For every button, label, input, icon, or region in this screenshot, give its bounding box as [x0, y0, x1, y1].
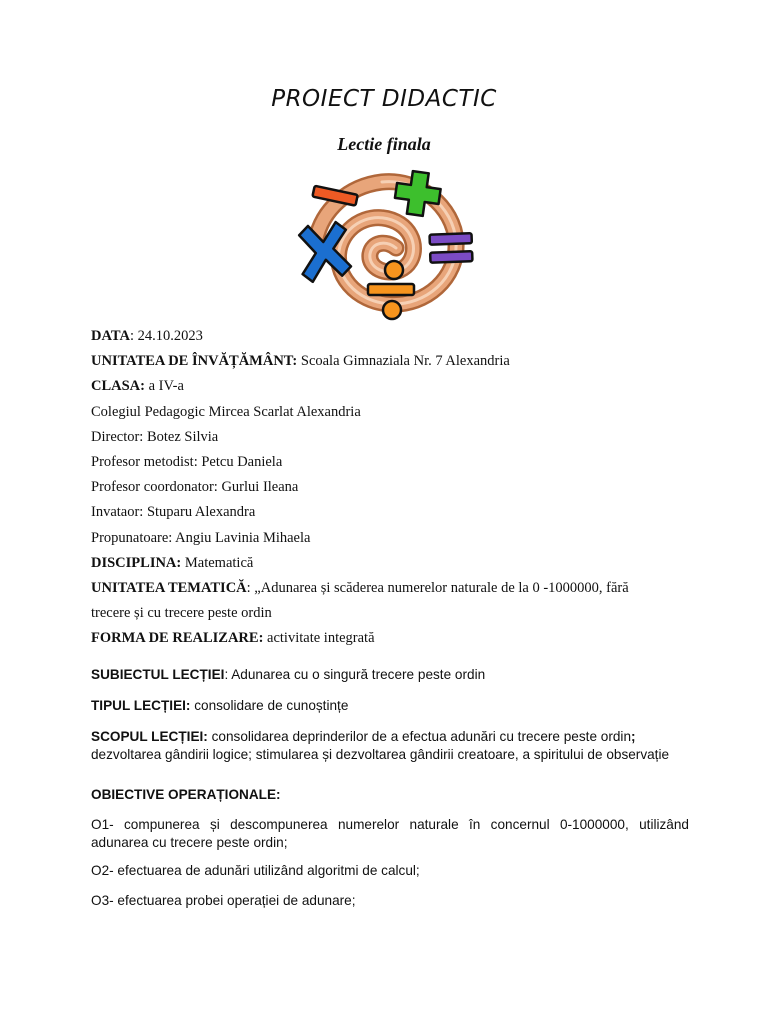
info-data: DATA: 24.10.2023: [91, 328, 203, 344]
obiectiv-item: O2- efectuarea de adunări utilizând algoritmi de calcul;: [91, 863, 420, 879]
obiectiv-item: O3- efectuarea probei operației de adunare;: [91, 893, 356, 909]
obiective-heading: OBIECTIVE OPERAȚIONALE:: [91, 787, 281, 803]
info-colegiu: Colegiul Pedagogic Mircea Scarlat Alexandria: [91, 403, 361, 420]
info-disciplina: DISCIPLINA: Matematică: [91, 554, 254, 571]
info-invatator: Invataor: Stuparu Alexandra: [91, 504, 256, 521]
document-body: [91, 325, 689, 922]
obiectiv-item: O1- compunerea și descompunerea numerelor naturale în concernul 0-1000000, utilizând adunarea cu trecere peste ordin;: [91, 817, 689, 851]
info-forma: FORMA DE REALIZARE: activitate integrată: [91, 630, 375, 647]
info-propunator: Propunatoare: Angiu Lavinia Mihaela: [91, 529, 311, 546]
info-unitatea-tematica-cont: trecere și cu trecere peste ordin: [91, 605, 272, 622]
info-metodist: Profesor metodist: Petcu Daniela: [91, 453, 283, 470]
lesson-scopul: SCOPUL LECȚIEI: consolidarea deprinderilor de a efectua adunări cu trecere peste ordin; dezvoltarea gândirii logice; stimularea și dezvoltarea gândirii creatoare, a spiritului de observație: [91, 729, 670, 763]
lesson-tipul: TIPUL LECȚIEI: consolidare de cunoștințe: [91, 698, 349, 714]
info-coordonator: Profesor coordonator: Gurlui Ileana: [91, 479, 299, 496]
page-title: PROIECT DIDACTIC: [271, 86, 497, 112]
info-unitatea: UNITATEA DE ÎNVĂȚĂMÂNT: Scoala Gimnaziala Nr. 7 Alexandria: [91, 353, 510, 370]
info-director: Director: Botez Silvia: [91, 428, 219, 445]
page-subtitle: Lectie finala: [337, 134, 431, 154]
lesson-subiect: SUBIECTUL LECȚIEI: Adunarea cu o singură trecere peste ordin: [91, 667, 486, 683]
info-unitatea-tematica: UNITATEA TEMATICĂ: „Adunarea și scăderea numerelor naturale de la 0 -1000000, fără: [91, 579, 629, 596]
info-clasa: CLASA: a IV-a: [91, 378, 184, 395]
math-operators-spiral-icon: [286, 166, 482, 322]
